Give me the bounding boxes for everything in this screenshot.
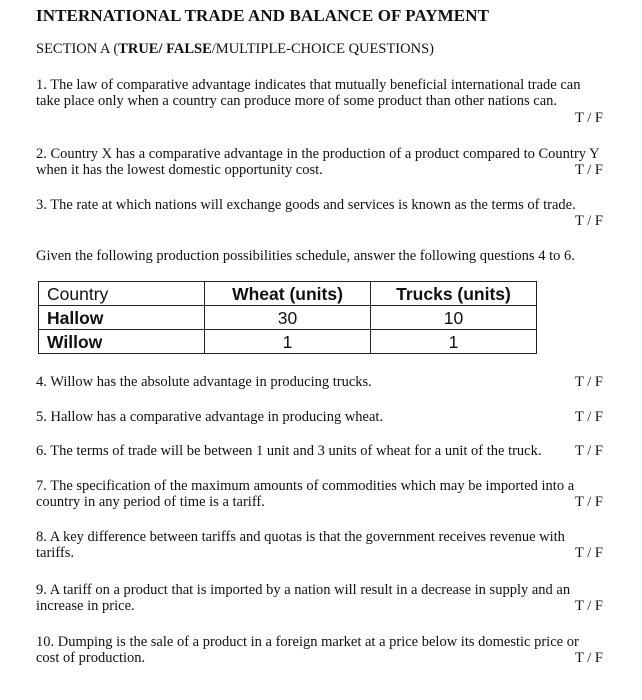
header-wheat: Wheat (units) — [205, 282, 371, 306]
question-10-line-2: cost of production. — [36, 650, 146, 666]
question-5: 5. Hallow has a comparative advantage in producing wheat. — [36, 409, 384, 425]
question-5-tf[interactable]: T / F — [575, 409, 603, 425]
row-hallow-wheat: 30 — [205, 306, 371, 330]
question-7-line-1: 7. The specification of the maximum amounts of commodities which may be imported into a — [36, 478, 575, 494]
question-4: 4. Willow has the absolute advantage in producing trucks. — [36, 374, 372, 390]
question-7 — [36, 478, 574, 510]
question-9-tf[interactable]: T / F — [575, 598, 603, 614]
question-2-tf[interactable]: T / F — [575, 162, 603, 178]
row-willow-wheat: 1 — [205, 330, 371, 354]
question-7-tf[interactable]: T / F — [575, 494, 603, 510]
question-1-line-1: 1. The law of comparative advantage indicates that mutually beneficial international trade can — [36, 77, 581, 93]
question-10-line-1: 10. Dumping is the sale of a product in a foreign market at a price below its domestic price or — [36, 634, 579, 650]
header-trucks: Trucks (units) — [371, 282, 537, 306]
question-4-tf[interactable]: T / F — [575, 374, 603, 390]
question-7-line-2: country in any period of time is a tariff. — [36, 494, 265, 510]
table-header-row — [39, 282, 537, 306]
question-6-tf[interactable]: T / F — [575, 443, 603, 459]
question-9-line-1: 9. A tariff on a product that is imported by a nation will result in a decrease in supply and an — [36, 582, 571, 598]
question-9 — [36, 582, 570, 614]
section-heading — [36, 41, 434, 58]
question-10-tf[interactable]: T / F — [575, 650, 603, 666]
question-9-line-2: increase in price. — [36, 598, 135, 614]
question-3 — [36, 197, 576, 213]
section-prefix: SECTION A ( — [36, 41, 119, 57]
question-8 — [36, 529, 565, 561]
question-10 — [36, 634, 579, 666]
table-intro: Given the following production possibilities schedule, answer the following questions 4 to 6. — [36, 248, 575, 264]
row-hallow-country: Hallow — [39, 306, 205, 330]
question-8-line-2: tariffs. — [36, 545, 74, 561]
question-8-tf[interactable]: T / F — [575, 545, 603, 561]
question-2 — [36, 146, 600, 178]
table-row — [39, 330, 537, 354]
question-3-tf[interactable]: T / F — [575, 213, 603, 229]
row-willow-country: Willow — [39, 330, 205, 354]
row-willow-trucks: 1 — [371, 330, 537, 354]
row-hallow-trucks: 10 — [371, 306, 537, 330]
page-title: INTERNATIONAL TRADE AND BALANCE OF PAYMENT — [36, 6, 490, 25]
section-bold: TRUE/ FALSE — [118, 41, 212, 57]
header-country: Country — [39, 282, 205, 306]
question-3-line-1: 3. The rate at which nations will exchange goods and services is known as the terms of trade. — [36, 197, 576, 213]
question-1 — [36, 77, 580, 109]
question-1-tf[interactable]: T / F — [575, 110, 603, 126]
question-6: 6. The terms of trade will be between 1 unit and 3 units of wheat for a unit of the truck. — [36, 443, 542, 459]
production-table — [38, 281, 537, 354]
question-2-line-2: when it has the lowest domestic opportunity cost. — [36, 162, 323, 178]
question-2-line-1: 2. Country X has a comparative advantage in the production of a product compared to Country Y — [36, 146, 600, 162]
question-1-line-2: take place only when a country can produce more of some product than other nations can. — [36, 93, 558, 109]
question-8-line-1: 8. A key difference between tariffs and quotas is that the government receives revenue with — [36, 529, 565, 545]
section-suffix: /MULTIPLE-CHOICE QUESTIONS) — [211, 41, 434, 57]
table-row — [39, 306, 537, 330]
